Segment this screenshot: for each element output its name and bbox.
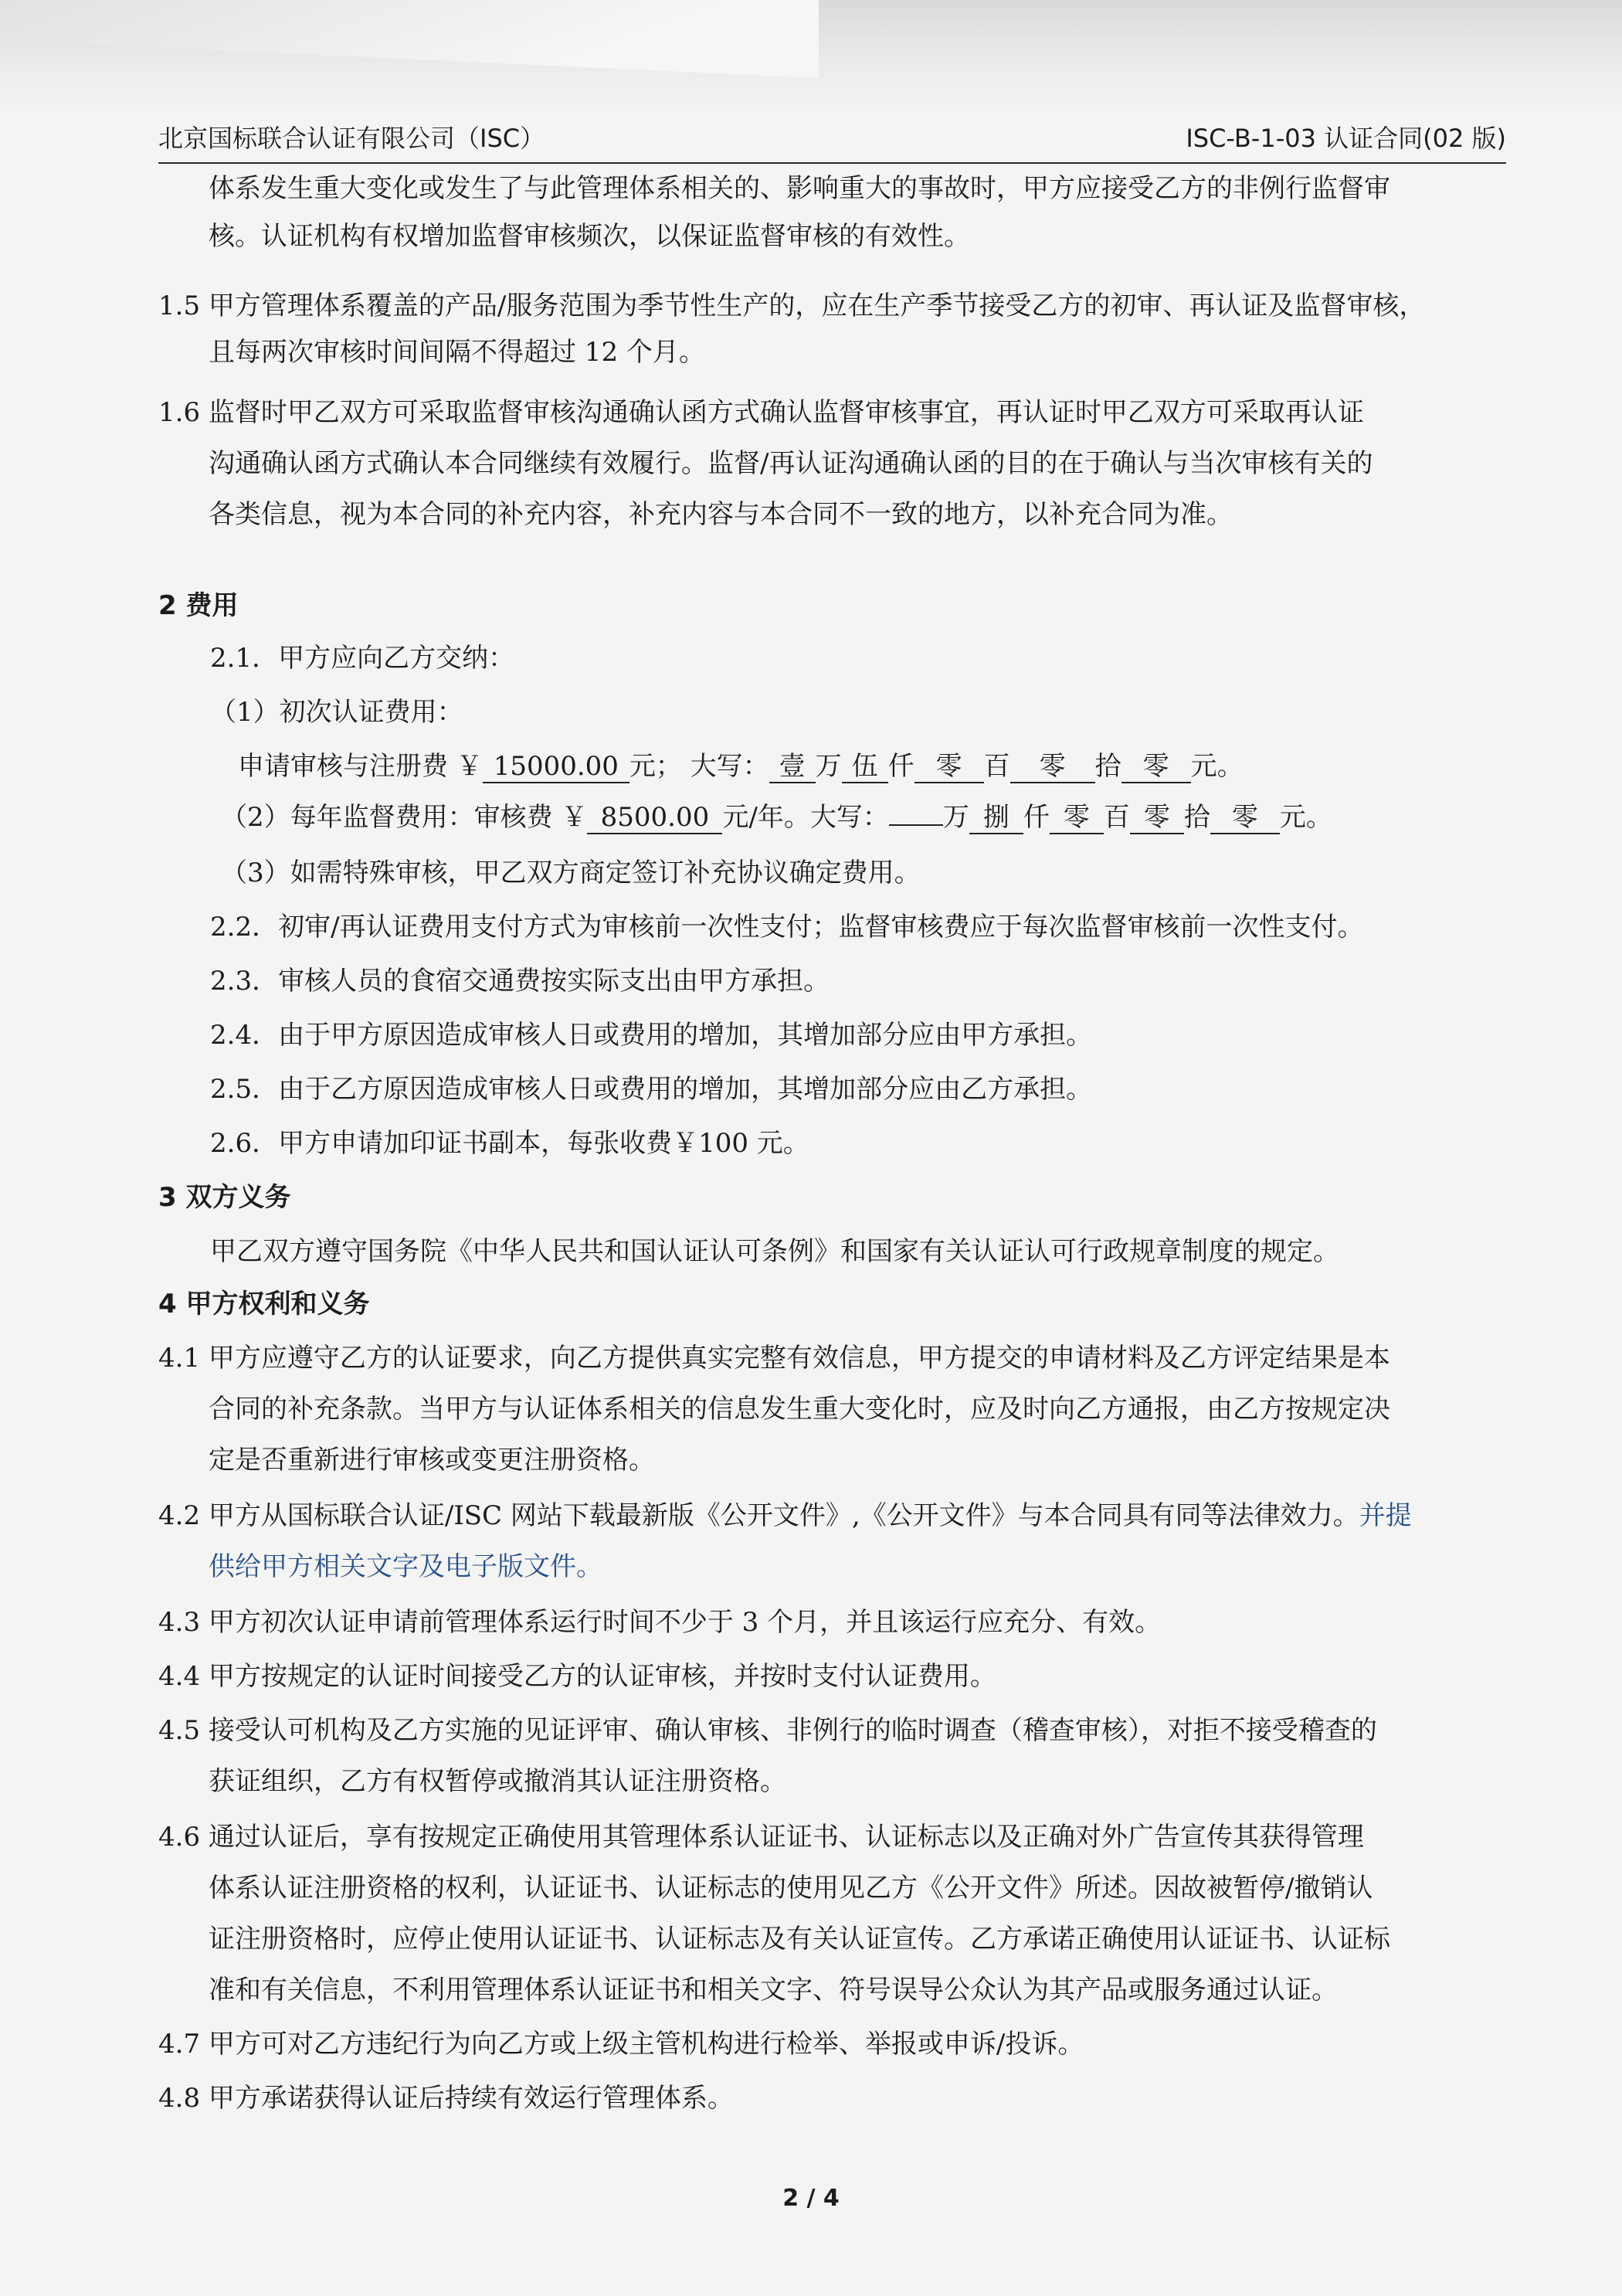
clause-4-5-line-1: 4.5 接受认可机构及乙方实施的见证评审、确认审核、非例行的临时调查（稽查审核），对拒不接受稽查的 (158, 1715, 1377, 1746)
clause-4-6-line-3: 证注册资格时，应停止使用认证证书、认证标志及有关认证宣传。乙方承诺正确使用认证证书、认证标 (209, 1924, 1390, 1955)
clause-2-5: 2.5．由于乙方原因造成审核人日或费用的增加，其增加部分应由乙方承担。 (210, 1074, 1093, 1105)
fee-1-word-wan: 万 (815, 751, 842, 782)
fee-2-word-qian: 仟 (1023, 802, 1050, 833)
clause-1-4-line-2: 体系发生重大变化或发生了与此管理体系相关的、影响重大的事故时，甲方应接受乙方的非例行监督审 (209, 173, 1390, 204)
clause-1-6-line-3: 各类信息，视为本合同的补充内容，补充内容与本合同不一致的地方，以补充合同为准。 (209, 499, 1233, 530)
clause-4-1-line-2: 合同的补充条款。当甲方与认证体系相关的信息发生重大变化时，应及时向乙方通报，由乙方按规定决 (209, 1394, 1390, 1425)
fee-1-prefix: 申请审核与注册费 ￥ (238, 751, 483, 782)
clause-2-3: 2.3．审核人员的食宿交通费按实际支出由甲方承担。 (210, 966, 830, 997)
clause-1-6-line-2: 沟通确认函方式确认本合同继续有效履行。监督/再认证沟通确认函的目的在于确认与当次审核有关的 (209, 448, 1373, 479)
clause-4-6-line-2: 体系认证注册资格的权利，认证证书、认证标志的使用见乙方《公开文件》所述。因故被暂停/撤销认 (209, 1873, 1373, 1904)
fee-1-digit-shi: 零 (1010, 751, 1095, 783)
section-4-heading: 4 甲方权利和义务 (158, 1289, 370, 1320)
clause-4-6-line-1: 4.6 通过认证后，享有按规定正确使用其管理体系认证证书、认证标志以及正确对外广告宣传其获得管理 (158, 1822, 1364, 1853)
fee-2-word-yuan: 元。 (1279, 802, 1332, 833)
company-name: 北京国标联合认证有限公司（ISC） (158, 124, 545, 153)
fee-1-digit-wan: 壹 (769, 751, 816, 783)
clause-4-3: 4.3 甲方初次认证申请前管理体系运行时间不少于 3 个月，并且该运行应充分、有效。 (158, 1607, 1162, 1638)
clause-2-6: 2.6．甲方申请加印证书副本，每张收费￥100 元。 (210, 1128, 809, 1159)
fee-1-word-yuan: 元。 (1190, 751, 1244, 782)
fee-2-digit-shi: 零 (1130, 802, 1184, 834)
fee-1-digit-yuan: 零 (1121, 751, 1191, 783)
clause-4-5-line-2: 获证组织，乙方有权暂停或撤消其认证注册资格。 (209, 1766, 786, 1797)
clause-2-1: 2.1．甲方应向乙方交纳： (210, 643, 515, 674)
clause-4-8: 4.8 甲方承诺获得认证后持续有效运行管理体系。 (158, 2083, 734, 2114)
clause-1-4-line-3: 核。认证机构有权增加监督审核频次，以保证监督审核的有效性。 (209, 221, 970, 252)
fee-2-digit-qian: 捌 (969, 802, 1023, 834)
fee-3: （3）如需特殊审核，甲乙双方商定签订补充协议确定费用。 (221, 858, 921, 888)
fee-1-line (238, 749, 1244, 783)
fee-2-prefix: （2）每年监督费用：审核费 ￥ (221, 802, 588, 833)
section-3-heading: 3 双方义务 (158, 1182, 291, 1213)
clause-2-4: 2.4．由于甲方原因造成审核人日或费用的增加，其增加部分应由甲方承担。 (210, 1020, 1093, 1051)
clause-4-6-line-4: 准和有关信息，不利用管理体系认证证书和相关文字、符号误导公众认为其产品或服务通过认证。 (209, 1975, 1338, 2006)
fee-1-word-bai: 百 (983, 751, 1010, 782)
clause-2-2: 2.2．初审/再认证费用支付方式为审核前一次性支付；监督审核费应于每次监督审核前一次性支付。 (210, 912, 1364, 943)
clause-4-2-text: 4.2 甲方从国标联合认证/ISC 网站下载最新版《公开文件》,《公开文件》与本合同具有同等法律效力。 (158, 1500, 1359, 1531)
fee-2-unit: 元/年。大写： (722, 802, 889, 833)
clause-1-5-line-1: 1.5 甲方管理体系覆盖的产品/服务范围为季节性生产的，应在生产季节接受乙方的初审、再认证及监督审核， (158, 290, 1426, 321)
fee-2-digit-wan (889, 824, 943, 826)
page-number: 2 / 4 (782, 2185, 840, 2212)
section-3-text: 甲乙双方遵守国务院《中华人民共和国认证认可条例》和国家有关认证认可行政规章制度的规定。 (210, 1236, 1339, 1267)
fee-2-line (221, 800, 1332, 834)
clause-4-1-line-1: 4.1 甲方应遵守乙方的认证要求，向乙方提供真实完整有效信息，甲方提交的申请材料及乙方评定结果是本 (158, 1343, 1390, 1374)
clause-4-2-line-2: 供给甲方相关文字及电子版文件。 (209, 1551, 602, 1582)
fee-2-amount: 8500.00 (587, 802, 722, 834)
fee-2-word-bai: 百 (1103, 802, 1130, 833)
fee-1-digit-bai: 零 (914, 751, 984, 783)
fee-2-word-wan: 万 (942, 802, 969, 833)
clause-4-2-inserted-text: 并提 (1359, 1500, 1412, 1531)
page-header (158, 114, 1506, 164)
clause-1-5-line-2: 且每两次审核时间间隔不得超过 12 个月。 (209, 337, 705, 368)
document-code: ISC-B-1-03 认证合同(02 版) (1186, 124, 1506, 153)
fee-2-digit-yuan: 零 (1210, 802, 1280, 834)
fee-1-word-shi: 拾 (1094, 751, 1121, 782)
clause-1-6-line-1: 1.6 监督时甲乙双方可采取监督审核沟通确认函方式确认监督审核事宜，再认证时甲乙双方可采取再认证 (158, 397, 1364, 428)
clause-4-4: 4.4 甲方按规定的认证时间接受乙方的认证审核，并按时支付认证费用。 (158, 1661, 996, 1692)
fee-1-unit: 元； 大写： (629, 751, 769, 782)
fee-2-digit-bai: 零 (1050, 802, 1104, 834)
fee-1-word-qian: 仟 (887, 751, 914, 782)
clause-4-7: 4.7 甲方可对乙方违纪行为向乙方或上级主管机构进行检举、举报或申诉/投诉。 (158, 2029, 1084, 2060)
fee-1-amount: 15000.00 (483, 751, 629, 783)
clause-4-1-line-3: 定是否重新进行审核或变更注册资格。 (209, 1445, 655, 1476)
fee-2-word-shi: 拾 (1183, 802, 1210, 833)
fee-1-label: （1）初次认证费用： (210, 697, 463, 728)
clause-4-2-line-1 (158, 1499, 1412, 1533)
section-2-heading: 2 费用 (158, 590, 239, 621)
fee-1-digit-qian: 伍 (842, 751, 888, 783)
